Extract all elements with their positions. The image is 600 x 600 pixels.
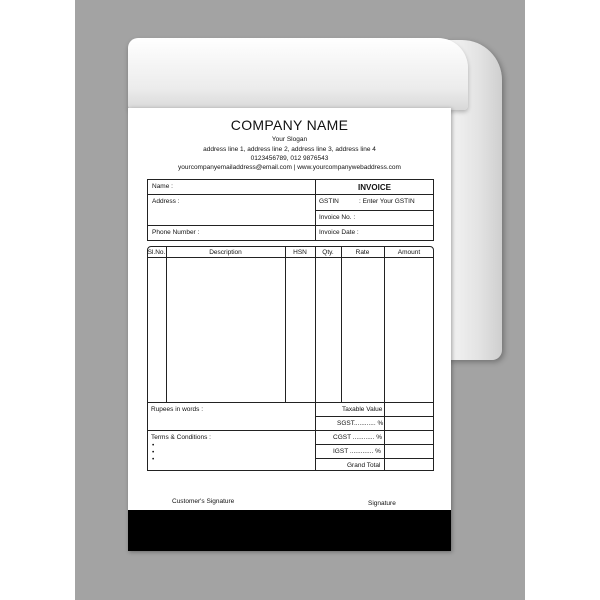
sgst-label: SGST............ % — [337, 420, 384, 427]
invoice-sheet — [128, 108, 451, 551]
col-slno: Sl.No. — [147, 249, 166, 256]
rupees-in-words-label: Rupees in words : — [151, 406, 204, 413]
col-qty: Qty. — [322, 249, 334, 256]
company-slogan: Your Slogan — [271, 136, 308, 143]
page-curl-top — [128, 38, 468, 110]
col-description: Description — [209, 249, 242, 256]
col-rate: Rate — [355, 249, 370, 256]
terms-bullet: • — [152, 456, 155, 463]
customer-signature-label: Customer's Signature — [172, 498, 235, 505]
igst-label: IGST ............. % — [333, 448, 381, 455]
terms-bullet: • — [152, 449, 155, 456]
company-phone: 0123456789, 012 9876543 — [250, 155, 329, 162]
company-web: yourcompanyemailaddress@email.com | www.yourcompanywebaddress.com — [178, 164, 401, 171]
invoice-number-label: Invoice No. : — [319, 214, 356, 221]
col-hsn: HSN — [293, 249, 307, 256]
grand-total-label: Grand Total — [347, 462, 381, 469]
terms-bullet: • — [152, 442, 155, 449]
gstin-label: GSTIN — [319, 198, 339, 205]
name-label: Name : — [152, 183, 173, 190]
phone-number-label: Phone Number : — [152, 229, 200, 236]
invoice-date-label: Invoice Date : — [319, 229, 359, 236]
col-amount: Amount — [397, 249, 421, 256]
invoice-title: INVOICE — [358, 183, 391, 192]
signature-label: Signature — [368, 500, 396, 507]
gstin-value: : Enter Your GSTIN — [359, 198, 415, 205]
company-address: address line 1, address line 2, address line 3, address line 4 — [203, 146, 376, 153]
taxable-value-label: Taxable Value — [342, 406, 383, 413]
terms-label: Terms & Conditions : — [151, 434, 211, 441]
company-name: COMPANY NAME — [230, 117, 349, 133]
address-label: Address : — [152, 198, 180, 205]
footer-band — [128, 510, 451, 551]
cgst-label: CGST ............ % — [333, 434, 383, 441]
